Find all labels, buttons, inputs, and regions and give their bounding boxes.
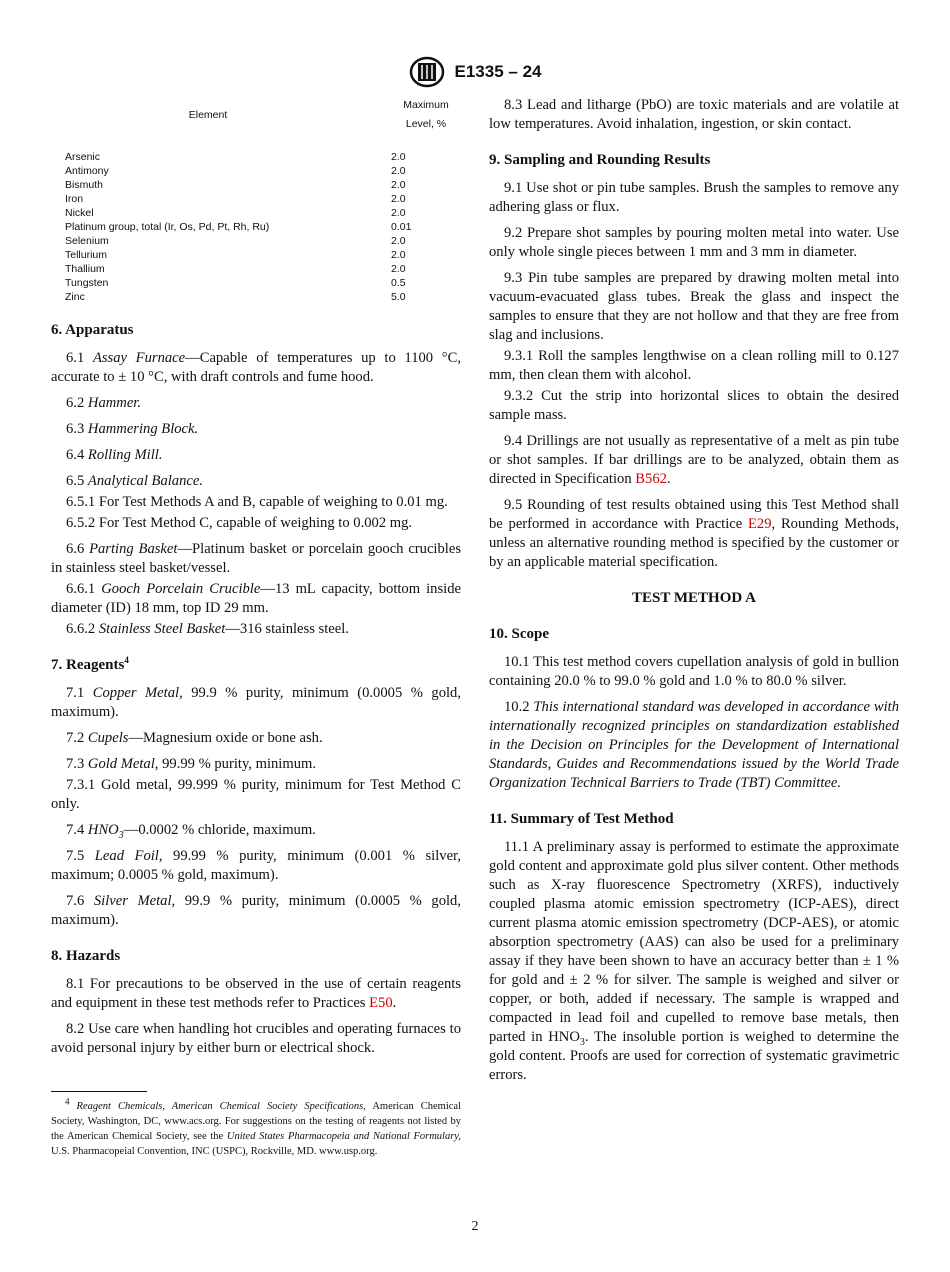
max-level: 2.0 — [391, 235, 406, 247]
right-column — [489, 96, 899, 1092]
element-name: Arsenic — [65, 151, 101, 163]
paragraph-10-1: 10.1 This test method covers cupellation analysis of gold in bullion containing 20.0 % to 99.0 % gold and 1.0 % to 80.0 % silver. — [489, 654, 899, 689]
table-row — [51, 206, 461, 220]
paragraph-7-3-1: 7.3.1 Gold metal, 99.999 % purity, minimum for Test Method C only. — [51, 777, 461, 812]
paragraph-6-1: 6.1 Assay Furnace—Capable of temperatures up to 1100 °C, accurate to ± 10 °C, with draft controls and fume hood. — [51, 350, 461, 385]
table-row — [51, 276, 461, 290]
section-heading-scope: 10. Scope — [489, 626, 549, 642]
document-designation: E1335 – 24 — [454, 62, 542, 81]
column-header-element: Element — [188, 108, 228, 121]
paragraph-6-5: 6.5 Analytical Balance. — [66, 473, 203, 489]
max-level: 2.0 — [391, 165, 406, 177]
paragraph-6-5-1: 6.5.1 For Test Methods A and B, capable of weighing to 0.01 mg. — [66, 494, 448, 510]
column-header-max-level: Maximum Level, % — [403, 99, 449, 130]
max-level: 0.01 — [391, 221, 412, 233]
section-heading-hazards: 8. Hazards — [51, 948, 121, 964]
table-row — [51, 262, 461, 276]
test-method-a-heading: TEST METHOD A — [632, 590, 756, 606]
paragraph-6-5-2: 6.5.2 For Test Method C, capable of weighing to 0.002 mg. — [66, 515, 413, 531]
paragraph-7-6: 7.6 Silver Metal, 99.9 % purity, minimum (0.0005 % gold, maximum). — [51, 893, 461, 928]
element-name: Zinc — [65, 291, 85, 303]
paragraph-9-1: 9.1 Use shot or pin tube samples. Brush the samples to remove any adhering glass or flux. — [489, 180, 899, 215]
paragraph-6-6-2: 6.6.2 Stainless Steel Basket—316 stainless steel. — [66, 621, 349, 637]
element-name: Iron — [65, 193, 84, 205]
element-name: Nickel — [65, 207, 94, 219]
paragraph-7-4: 7.4 $HNO_3—0.0002$ % chloride, maximum. — [66, 822, 316, 841]
page-number: 2 — [471, 1219, 479, 1234]
paragraph-6-6: 6.6 Parting Basket—Platinum basket or porcelain gooch crucibles in stainless steel basket/vessel. — [51, 541, 461, 576]
paragraph-6-3: 6.3 Hammering Block. — [66, 421, 199, 437]
table-row — [51, 220, 461, 234]
paragraph-9-3-1: 9.3.1 Roll the samples lengthwise on a clean rolling mill to 0.127 mm, then clean them with alcohol. — [489, 348, 899, 383]
max-level: 2.0 — [391, 193, 406, 205]
max-level: 2.0 — [391, 263, 406, 275]
page-header — [0, 56, 950, 88]
paragraph-9-5: 9.5 Rounding of test results obtained using this Test Method shall be performed in accordance with Practice E29, Rounding Methods, unless an alternative rounding method is specified by the customer or by an applicable material specification. — [489, 497, 899, 570]
element-name: Antimony — [65, 165, 109, 177]
element-name: Thallium — [65, 263, 105, 275]
table-row — [51, 248, 461, 262]
paragraph-9-3: 9.3 Pin tube samples are prepared by drawing molten metal into vacuum-evacuated glass tubes. Break the glass and inspect the samples to ensure that they are not hollow and that they are free from slag and inclusions. — [489, 270, 899, 343]
table-row — [51, 178, 461, 192]
max-level: 2.0 — [391, 249, 406, 261]
paragraph-7-3: 7.3 Gold Metal, 99.99 % purity, minimum. — [66, 756, 316, 772]
paragraph-8-2: 8.2 Use care when handling hot crucibles and operating furnaces to avoid personal injury by either burn or electrical shock. — [51, 1021, 461, 1056]
table-row — [51, 192, 461, 206]
paragraph-7-5: 7.5 Lead Foil, 99.99 % purity, minimum (0.001 % silver, maximum; 0.0005 % gold, maximum). — [51, 848, 461, 883]
table-row — [51, 234, 461, 248]
section-heading-summary: 11. Summary of Test Method — [489, 811, 674, 827]
paragraph-8-1: 8.1 For precautions to be observed in the use of certain reagents and equipment in these test methods refer to Practices E50. — [51, 976, 461, 1011]
max-level: 5.0 — [391, 291, 406, 303]
element-name: Bismuth — [65, 179, 103, 191]
element-name: Tellurium — [65, 249, 108, 261]
paragraph-10-2: 10.2 This international standard was developed in accordance with internationally recognized principles on standardization established in the Decision on Principles for the Development of International Standards, Guides and Recommendations issued by the World Trade Organization Technical Barriers to Trade (TBT) Committee. — [489, 699, 899, 791]
left-column — [51, 96, 461, 1159]
footnote-divider — [51, 1091, 147, 1092]
footnote-reference: 4 — [124, 655, 129, 665]
element-name: Tungsten — [65, 277, 109, 289]
max-level: 2.0 — [391, 207, 406, 219]
paragraph-11-1: 11.1 A preliminary assay is performed to estimate the approximate gold content and approximate gold plus silver content. Other methods such as X-ray fluorescence Spectrometry (XRFS), inductively coupled plasma atomic emission spectrometry (ICP-AES), direct current plasma atomic emission spectrometry (DCP-AES), or atomic absorption spectrometry (AAS) can also be used for a preliminary assay if they have been shown to have an accuracy better than ± 1 % for gold and ± 2 % for silver. The sample is weighed and silver or copper, or both, added if necessary. The sample is wrapped and compacted in lead foil and cupelled to remove base metals, then parted in $HNO_3$. The insoluble portion is weighed to determine the gold content. Proofs are used for correction of systematic gravimetric errors. — [489, 839, 899, 1083]
max-level: 0.5 — [391, 277, 406, 289]
link-e50[interactable]: E50 — [369, 995, 393, 1011]
max-level: 2.0 — [391, 151, 406, 163]
link-e29[interactable]: E29 — [748, 516, 772, 532]
paragraph-9-3-2: 9.3.2 Cut the strip into horizontal slices to obtain the desired sample mass. — [489, 388, 899, 423]
section-heading-reagents: 7. Reagents$^4$ — [51, 655, 129, 673]
paragraph-6-6-1: 6.6.1 Gooch Porcelain Crucible—13 mL capacity, bottom inside diameter (ID) 18 mm, top ID 29 mm. — [51, 581, 461, 616]
link-b562[interactable]: B562 — [635, 471, 667, 487]
table-row — [51, 290, 461, 304]
section-heading-apparatus: 6. Apparatus — [51, 322, 134, 338]
table-header-row — [51, 96, 461, 150]
astm-logo-icon — [409, 56, 445, 88]
paragraph-7-2: 7.2 Cupels—Magnesium oxide or bone ash. — [66, 730, 323, 746]
table-row — [51, 150, 461, 164]
footnote-4: $^4$ Reagent Chemicals, American Chemical Society Specifications, American Chemical Society, Washington, DC, www.acs.org. For suggestions on the testing of reagents not listed by the American Chemical Society, see the United States Pharmacopeia and National Formulary, U.S. Pharmacopeial Convention, INC (USPC), Rockville, MD. www.usp.org. — [51, 1096, 461, 1157]
paragraph-8-3: 8.3 Lead and litharge (PbO) are toxic materials and are volatile at low temperatures. Avoid inhalation, ingestion, or skin contact. — [489, 97, 899, 132]
element-name: Selenium — [65, 235, 109, 247]
paragraph-6-4: 6.4 Rolling Mill. — [66, 447, 163, 463]
max-level: 2.0 — [391, 179, 406, 191]
table-row — [51, 164, 461, 178]
section-heading-sampling: 9. Sampling and Rounding Results — [489, 152, 711, 168]
paragraph-6-2: 6.2 Hammer. — [66, 395, 142, 411]
element-limits-table — [51, 96, 461, 304]
paragraph-9-4: 9.4 Drillings are not usually as representative of a melt as pin tube or shot samples. If bar drillings are to be analyzed, obtain them as directed in Specification B562. — [489, 433, 899, 487]
paragraph-9-2: 9.2 Prepare shot samples by pouring molten metal into water. Use only whole single pieces between 1 mm and 3 mm in diameter. — [489, 225, 899, 260]
paragraph-7-1: 7.1 Copper Metal, 99.9 % purity, minimum (0.0005 % gold, maximum). — [51, 685, 461, 720]
element-name: Platinum group, total (Ir, Os, Pd, Pt, Rh, Ru) — [65, 221, 270, 233]
